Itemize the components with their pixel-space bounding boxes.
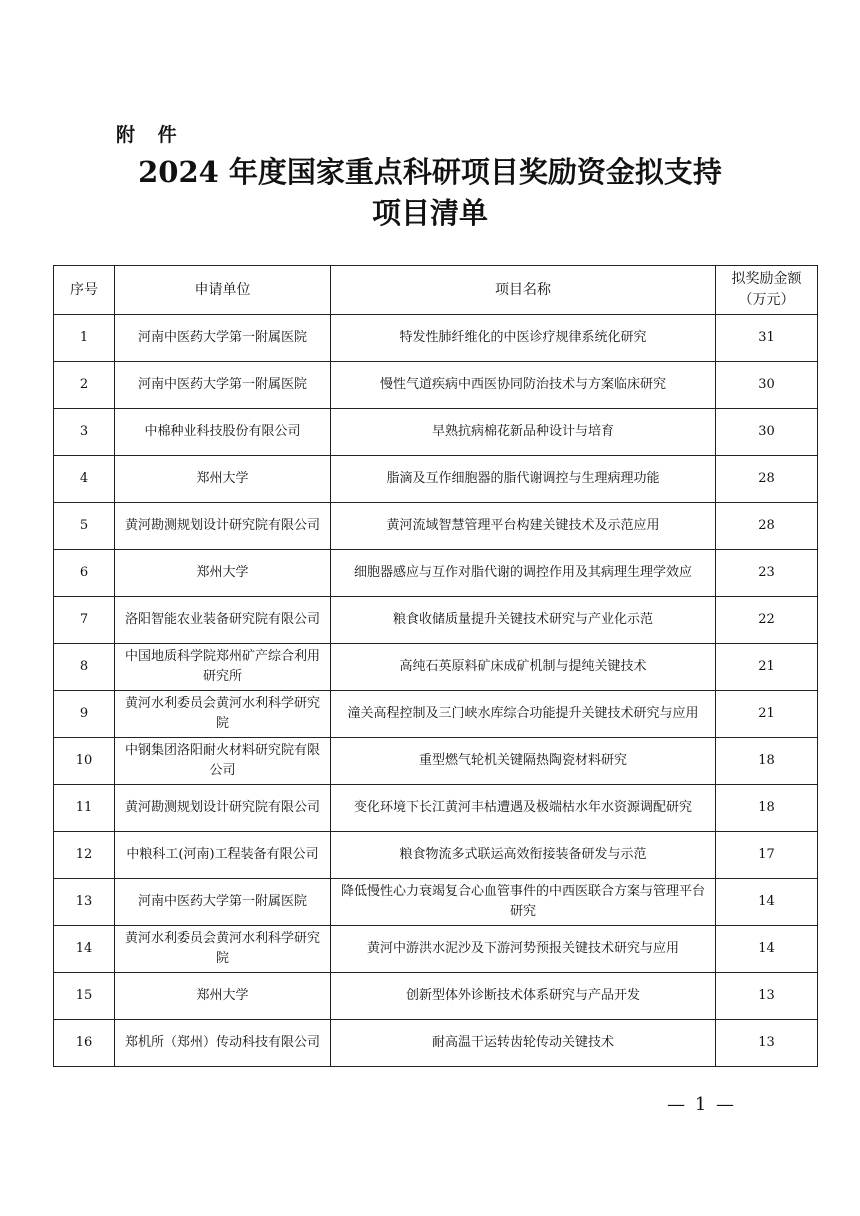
cell-no: 10 bbox=[54, 738, 115, 785]
table-row bbox=[54, 597, 818, 644]
cell-no: 11 bbox=[54, 785, 115, 832]
project-list-table bbox=[53, 265, 818, 1067]
cell-unit: 黄河水利委员会黄河水利科学研究院 bbox=[115, 691, 331, 738]
cell-amount: 21 bbox=[716, 644, 818, 691]
table-row bbox=[54, 1020, 818, 1067]
cell-unit: 中钢集团洛阳耐火材料研究院有限公司 bbox=[115, 738, 331, 785]
document-title-line2: 项目清单 bbox=[371, 196, 488, 230]
cell-project: 黄河流域智慧管理平台构建关键技术及示范应用 bbox=[331, 503, 716, 550]
cell-no: 13 bbox=[54, 879, 115, 926]
cell-amount: 28 bbox=[716, 456, 818, 503]
cell-no: 12 bbox=[54, 832, 115, 879]
column-header-no: 序号 bbox=[54, 266, 115, 315]
cell-amount: 30 bbox=[716, 362, 818, 409]
table-row bbox=[54, 691, 818, 738]
cell-project: 变化环境下长江黄河丰枯遭遇及极端枯水年水资源调配研究 bbox=[331, 785, 716, 832]
cell-project: 黄河中游洪水泥沙及下游河势预报关键技术研究与应用 bbox=[331, 926, 716, 973]
cell-amount: 14 bbox=[716, 926, 818, 973]
cell-project: 粮食收储质量提升关键技术研究与产业化示范 bbox=[331, 597, 716, 644]
table-row bbox=[54, 832, 818, 879]
cell-project: 细胞器感应与互作对脂代谢的调控作用及其病理生理学效应 bbox=[331, 550, 716, 597]
table-header-row bbox=[54, 266, 818, 315]
cell-amount: 30 bbox=[716, 409, 818, 456]
cell-amount: 18 bbox=[716, 785, 818, 832]
cell-amount: 14 bbox=[716, 879, 818, 926]
cell-project: 降低慢性心力衰竭复合心血管事件的中西医联合方案与管理平台研究 bbox=[331, 879, 716, 926]
table-row bbox=[54, 926, 818, 973]
table-row bbox=[54, 738, 818, 785]
cell-unit: 河南中医药大学第一附属医院 bbox=[115, 315, 331, 362]
cell-project: 重型燃气轮机关键隔热陶瓷材料研究 bbox=[331, 738, 716, 785]
cell-unit: 中棉种业科技股份有限公司 bbox=[115, 409, 331, 456]
cell-amount: 13 bbox=[716, 973, 818, 1020]
cell-amount: 18 bbox=[716, 738, 818, 785]
table-row bbox=[54, 644, 818, 691]
cell-project: 早熟抗病棉花新品种设计与培育 bbox=[331, 409, 716, 456]
cell-no: 2 bbox=[54, 362, 115, 409]
cell-no: 7 bbox=[54, 597, 115, 644]
cell-amount: 21 bbox=[716, 691, 818, 738]
table-row bbox=[54, 973, 818, 1020]
cell-amount: 23 bbox=[716, 550, 818, 597]
column-header-unit: 申请单位 bbox=[115, 266, 331, 315]
cell-no: 4 bbox=[54, 456, 115, 503]
page-number: — 1 — bbox=[667, 1094, 736, 1115]
cell-no: 1 bbox=[54, 315, 115, 362]
cell-amount: 28 bbox=[716, 503, 818, 550]
cell-project: 耐高温干运转齿轮传动关键技术 bbox=[331, 1020, 716, 1067]
cell-no: 5 bbox=[54, 503, 115, 550]
table-row bbox=[54, 315, 818, 362]
cell-no: 14 bbox=[54, 926, 115, 973]
attachment-label: 附 件 bbox=[116, 124, 185, 146]
table-row bbox=[54, 362, 818, 409]
cell-no: 9 bbox=[54, 691, 115, 738]
cell-amount: 17 bbox=[716, 832, 818, 879]
cell-amount: 22 bbox=[716, 597, 818, 644]
cell-unit: 郑州大学 bbox=[115, 550, 331, 597]
cell-no: 15 bbox=[54, 973, 115, 1020]
cell-unit: 黄河勘测规划设计研究院有限公司 bbox=[115, 503, 331, 550]
cell-project: 潼关高程控制及三门峡水库综合功能提升关键技术研究与应用 bbox=[331, 691, 716, 738]
cell-unit: 中国地质科学院郑州矿产综合利用研究所 bbox=[115, 644, 331, 691]
cell-no: 6 bbox=[54, 550, 115, 597]
cell-no: 16 bbox=[54, 1020, 115, 1067]
table-body bbox=[54, 315, 818, 1067]
cell-no: 8 bbox=[54, 644, 115, 691]
cell-unit: 黄河勘测规划设计研究院有限公司 bbox=[115, 785, 331, 832]
cell-no: 3 bbox=[54, 409, 115, 456]
table-row bbox=[54, 456, 818, 503]
cell-project: 高纯石英原料矿床成矿机制与提纯关键技术 bbox=[331, 644, 716, 691]
column-header-amount: 拟奖励金额（万元） bbox=[716, 266, 818, 315]
cell-amount: 31 bbox=[716, 315, 818, 362]
cell-unit: 郑州大学 bbox=[115, 456, 331, 503]
cell-project: 慢性气道疾病中西医协同防治技术与方案临床研究 bbox=[331, 362, 716, 409]
cell-unit: 河南中医药大学第一附属医院 bbox=[115, 362, 331, 409]
cell-project: 创新型体外诊断技术体系研究与产品开发 bbox=[331, 973, 716, 1020]
cell-project: 特发性肺纤维化的中医诊疗规律系统化研究 bbox=[331, 315, 716, 362]
cell-unit: 河南中医药大学第一附属医院 bbox=[115, 879, 331, 926]
cell-unit: 郑州大学 bbox=[115, 973, 331, 1020]
cell-unit: 郑机所（郑州）传动科技有限公司 bbox=[115, 1020, 331, 1067]
cell-unit: 洛阳智能农业装备研究院有限公司 bbox=[115, 597, 331, 644]
cell-unit: 中粮科工(河南)工程装备有限公司 bbox=[115, 832, 331, 879]
table-row bbox=[54, 409, 818, 456]
table-row bbox=[54, 550, 818, 597]
cell-project: 粮食物流多式联运高效衔接装备研发与示范 bbox=[331, 832, 716, 879]
cell-unit: 黄河水利委员会黄河水利科学研究院 bbox=[115, 926, 331, 973]
table-row bbox=[54, 785, 818, 832]
cell-project: 脂滴及互作细胞器的脂代谢调控与生理病理功能 bbox=[331, 456, 716, 503]
document-title-line1: 2024 年度国家重点科研项目奖励资金拟支持 bbox=[138, 155, 722, 189]
column-header-project: 项目名称 bbox=[331, 266, 716, 315]
cell-amount: 13 bbox=[716, 1020, 818, 1067]
table-row bbox=[54, 503, 818, 550]
table-row bbox=[54, 879, 818, 926]
